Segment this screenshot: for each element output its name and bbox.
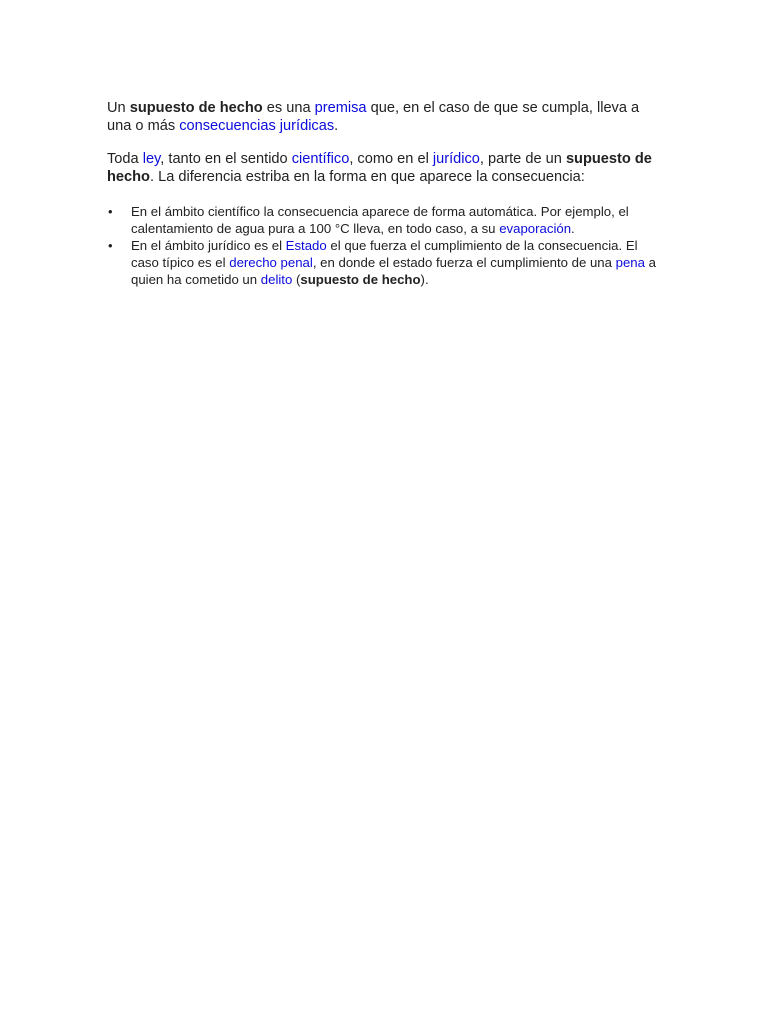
text: , parte de un: [479, 151, 566, 167]
paragraph-definition: [107, 99, 667, 135]
text: , en donde el estado fuerza el cumplimiento de una: [312, 255, 616, 270]
link-pena[interactable]: pena: [615, 255, 645, 270]
link-delito[interactable]: delito: [260, 272, 293, 287]
bold-term: supuesto de hecho: [107, 151, 652, 185]
text: .: [571, 221, 575, 236]
link-evaporacion[interactable]: evaporación: [499, 221, 572, 236]
text: En el ámbito científico la consecuencia aparece de forma automática. Por ejemplo, el calentamiento de agua pura a 100 °C lleva, en todo caso, a su: [131, 204, 629, 236]
link-premisa[interactable]: premisa: [314, 100, 367, 116]
link-juridico[interactable]: jurídico: [432, 151, 480, 167]
bold-term: supuesto de hecho: [300, 272, 421, 287]
text: , tanto en el sentido: [160, 151, 292, 167]
link-estado[interactable]: Estado: [285, 238, 327, 253]
text: Toda: [107, 151, 143, 167]
text: ).: [420, 272, 429, 287]
text: En el ámbito jurídico es el: [131, 238, 286, 253]
text: . La diferencia estriba en la forma en que aparece la consecuencia:: [149, 169, 585, 185]
text: Un: [107, 100, 130, 116]
text: , como en el: [349, 151, 433, 167]
text: el que fuerza el cumplimiento de la consecuencia. El caso típico es el: [131, 238, 638, 270]
text: que, en el caso de que se cumpla, lleva a una o más: [107, 100, 640, 134]
link-ley[interactable]: ley: [142, 151, 161, 167]
link-consecuencias-juridicas[interactable]: consecuencias jurídicas: [179, 118, 335, 134]
list-item-cientifico: [107, 203, 667, 237]
document-body: [107, 99, 667, 288]
link-derecho-penal[interactable]: derecho penal: [229, 255, 313, 270]
text: (: [292, 272, 301, 287]
bold-term: supuesto de hecho: [129, 100, 263, 116]
text: .: [334, 118, 339, 134]
list-item-juridico: [107, 237, 667, 288]
bullet-icon: •: [108, 204, 113, 219]
link-cientifico[interactable]: científico: [291, 151, 350, 167]
text: es una: [262, 100, 315, 116]
text: a quien ha cometido un: [131, 255, 656, 287]
bullet-icon: •: [108, 238, 113, 253]
bullet-list: [107, 203, 667, 288]
paragraph-ley: [107, 150, 667, 186]
